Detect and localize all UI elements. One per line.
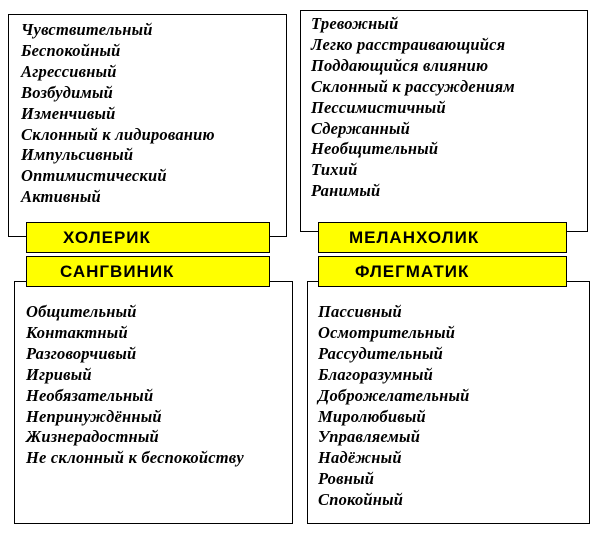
trait-item: Разговорчивый <box>26 343 137 363</box>
trait-item: Оптимистический <box>21 166 167 186</box>
trait-item: Благоразумный <box>318 364 433 384</box>
trait-item: Игривый <box>26 364 92 384</box>
trait-item: Агрессивный <box>21 61 117 81</box>
trait-item: Импульсивный <box>21 145 134 165</box>
trait-item: Непринуждённый <box>26 406 162 426</box>
trait-item: Не склонный к беспокойству <box>26 448 244 468</box>
choleric-traits-box <box>8 14 287 237</box>
choleric-label-text: ХОЛЕРИК <box>63 227 151 247</box>
trait-item: Контактный <box>26 322 128 342</box>
trait-item: Необщительный <box>311 139 439 159</box>
trait-item: Легко расстраивающийся <box>311 34 506 54</box>
sanguine-label <box>26 256 270 287</box>
trait-item: Склонный к рассуждениям <box>311 76 515 96</box>
trait-item: Спокойный <box>318 490 404 510</box>
choleric-traits-list <box>21 20 215 208</box>
trait-item: Тихий <box>311 160 358 180</box>
sanguine-traits-box <box>14 281 293 524</box>
trait-item: Рассудительный <box>318 343 443 363</box>
phlegmatic-label-text: ФЛЕГМАТИК <box>355 261 470 281</box>
phlegmatic-traits-box <box>307 281 590 524</box>
trait-item: Ранимый <box>311 181 381 201</box>
trait-item: Жизнерадостный <box>26 427 159 447</box>
choleric-label <box>26 222 270 253</box>
phlegmatic-traits-list <box>318 302 470 511</box>
trait-item: Управляемый <box>318 427 421 447</box>
trait-item: Пассивный <box>318 302 402 321</box>
sanguine-label-text: САНГВИНИК <box>60 261 175 281</box>
sanguine-traits-list <box>26 302 244 469</box>
melancholic-label-text: МЕЛАНХОЛИК <box>349 227 480 247</box>
trait-item: Склонный к лидированию <box>21 124 215 144</box>
trait-item: Чувствительный <box>21 20 153 39</box>
trait-item: Сдержанный <box>311 118 411 138</box>
trait-item: Изменчивый <box>21 103 116 123</box>
trait-item: Активный <box>21 187 101 207</box>
trait-item: Доброжелательный <box>318 385 470 405</box>
trait-item: Ровный <box>318 469 375 489</box>
melancholic-traits-list <box>311 14 515 202</box>
trait-item: Общительный <box>26 302 137 321</box>
trait-item: Возбудимый <box>21 82 114 102</box>
melancholic-label <box>318 222 567 253</box>
trait-item: Осмотрительный <box>318 322 456 342</box>
phlegmatic-label <box>318 256 567 287</box>
trait-item: Надёжный <box>318 448 402 468</box>
melancholic-traits-box <box>300 10 588 232</box>
trait-item: Необязательный <box>26 385 154 405</box>
trait-item: Беспокойный <box>21 40 121 60</box>
trait-item: Пессимистичный <box>311 97 446 117</box>
trait-item: Миролюбивый <box>318 406 426 426</box>
trait-item: Тревожный <box>311 14 399 33</box>
trait-item: Поддающийся влиянию <box>311 55 489 75</box>
